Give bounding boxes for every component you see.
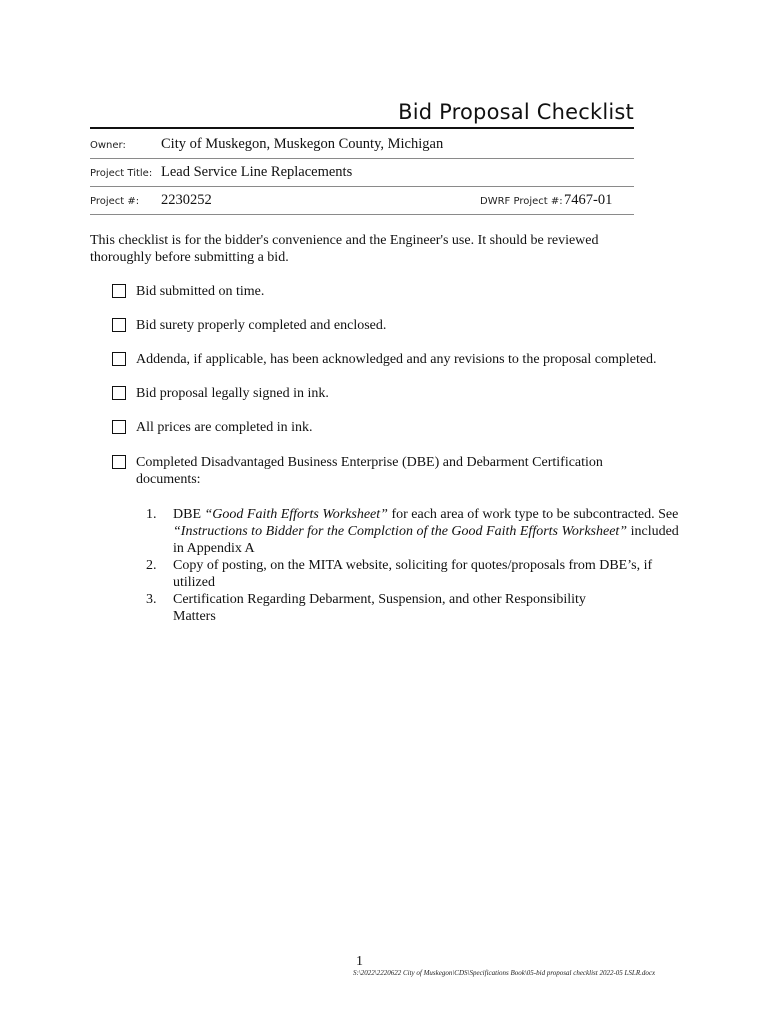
project-title-row <box>90 158 634 187</box>
project-title-label: Project Title: <box>90 168 153 179</box>
dwrf-value: 7467-01 <box>564 192 613 208</box>
checkbox[interactable] <box>112 420 126 434</box>
checkbox[interactable] <box>112 318 126 332</box>
sub-list-text: DBE “Good Faith Efforts Worksheet” for each area of work type to be subcontracted. See “Instructions to Bidder for the Complction of the Good Faith Efforts Worksheet” included in Appendix A <box>173 507 679 556</box>
document-title: Bid Proposal Checklist <box>398 100 634 124</box>
owner-value: City of Muskegon, Muskegon County, Michigan <box>161 136 444 152</box>
checklist-item-label: Bid submitted on time. <box>136 284 265 299</box>
intro-paragraph: This checklist is for the bidder's convenience and the Engineer's use. It should be reviewed thoroughly before submitting a bid. <box>90 233 599 265</box>
footer-file-path: S:\2022\2220622 City of Muskegon\CDS\Specifications Book\05-bid proposal checklist 2022-05 LSLR.docx <box>353 969 656 977</box>
checklist-item-label: Addenda, if applicable, has been acknowledged and any revisions to the proposal completed. <box>136 352 657 367</box>
sub-list-text: Certification Regarding Debarment, Suspension, and other Responsibility Matters <box>173 592 586 624</box>
checkbox[interactable] <box>112 455 126 469</box>
sub-list-number: 3. <box>146 592 157 607</box>
checkbox[interactable] <box>112 386 126 400</box>
project-title-value: Lead Service Line Replacements <box>161 164 353 180</box>
checklist-item-label: Bid proposal legally signed in ink. <box>136 386 329 401</box>
owner-row <box>90 130 634 159</box>
checkbox[interactable] <box>112 284 126 298</box>
title-rule <box>90 127 634 129</box>
project-number-value: 2230252 <box>161 192 212 208</box>
checklist-item-label: Completed Disadvantaged Business Enterprise (DBE) and Debarment Certification documents: <box>136 455 603 487</box>
project-number-row <box>90 186 634 215</box>
project-number-label: Project #: <box>90 196 140 207</box>
sub-list-text: Copy of posting, on the MITA website, soliciting for quotes/proposals from DBE’s, if utilized <box>173 558 653 590</box>
sub-list-number: 1. <box>146 507 157 522</box>
dwrf-label: DWRF Project #: <box>480 196 563 207</box>
checkbox[interactable] <box>112 352 126 366</box>
sub-list-number: 2. <box>146 558 157 573</box>
checklist-item-label: All prices are completed in ink. <box>136 420 313 435</box>
checklist-item-label: Bid surety properly completed and enclosed. <box>136 318 387 333</box>
page-number: 1 <box>356 954 363 969</box>
owner-label: Owner: <box>90 140 126 151</box>
